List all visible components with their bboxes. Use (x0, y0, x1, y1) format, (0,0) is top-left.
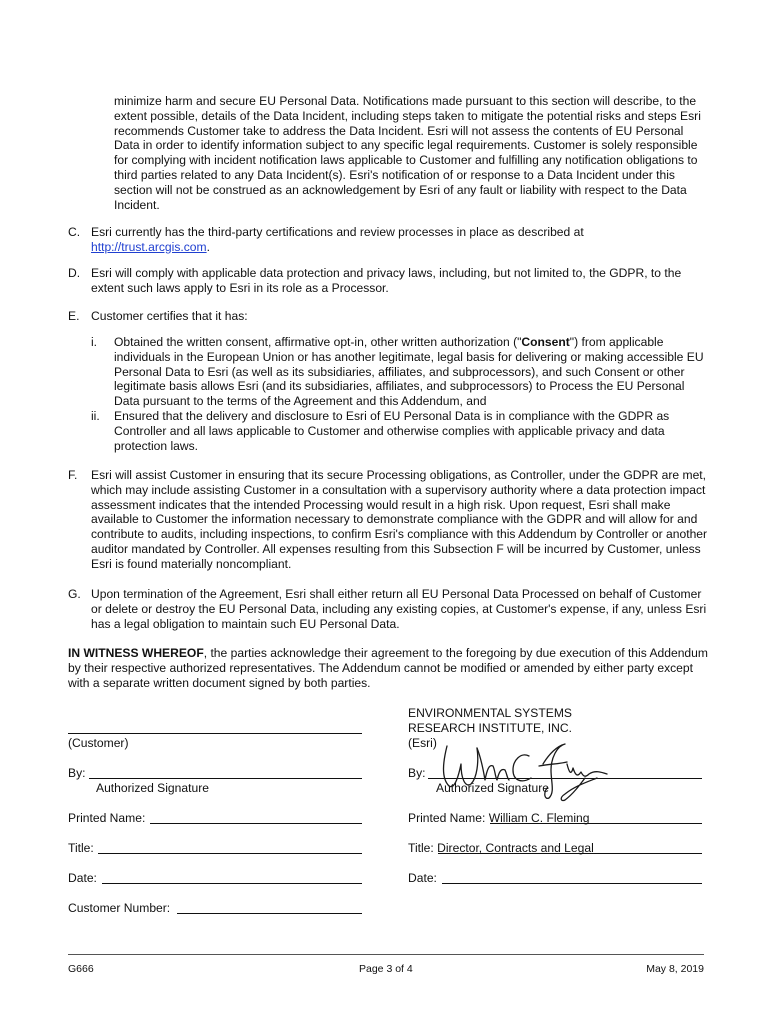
clause-text: Esri will assist Customer in ensuring that its secure Processing obligations, as Controller, under the GDPR are met, which may include assisting Customer in a consultation with a supervisory authority where a data protection impact assessment indicates that the intended Processing would result in a high risk. Upon request, Esri shall make available to Customer the information necessary to demonstrate compliance with the GDPR and will allow for and contribute to audits, including inspections, to confirm Esri's compliance with this Addendum by Controller or another auditor mandated by Controller. All expenses resulting from this Subsection F will be incurred by Customer, unless Esri is found materially noncompliant. (91, 468, 708, 571)
customer-printed-label: Printed Name: (68, 811, 146, 825)
customer-by-label: By: (68, 766, 86, 780)
clause-c: C. Esri currently has the third-party certifications and review processes in place as described at http://trust.arcgis.com. (68, 225, 584, 254)
witness-paragraph: IN WITNESS WHEREOF, the parties acknowledge their agreement to the foregoing by due execution of this Addendum by their respective authorized representatives. The Addendum cannot be modified or amended by either party except with a separate written document signed by both parties. (68, 646, 708, 690)
clause-text: Customer certifies that it has: (91, 309, 248, 323)
witness-heading: IN WITNESS WHEREOF (68, 646, 204, 660)
customer-number-label: Customer Number: (68, 901, 171, 915)
esri-by-label: By: (408, 766, 426, 780)
esri-title-line (438, 853, 702, 854)
continued-paragraph: minimize harm and secure EU Personal Data. Notifications made pursuant to this section will describe, to the extent possible, details of the Data Incident, including steps taken to mitigate the potential risks and steps Esri recommends Customer take to address the Data Incident. Esri will not assess the contents of EU Personal Data in order to identify information subject to any specific legal requirements. Customer is solely responsible for complying with incident notification laws applicable to Customer and fulfilling any notification obligations to third parties related to any Data Incident(s). Esri's notification of or response to a Data Incident under this section will not be construed as an acknowledgement by Esri of any fault or liability with respect to the Data Incident. (114, 94, 701, 212)
footer-date: May 8, 2019 (646, 963, 704, 975)
esri-party-label: (Esri) (408, 736, 437, 750)
consent-term: Consent (521, 335, 570, 349)
footer-page-number: Page 3 of 4 (359, 963, 413, 975)
customer-date-label: Date: (68, 871, 97, 885)
clause-g: G. Upon termination of the Agreement, Esri shall either return all EU Personal Data Processed on behalf of Customer or delete or destroy the EU Personal Data, including any existing copies, at Customer's expense, if any, unless Esri has a legal obligation to maintain such EU Personal Data. (68, 587, 707, 631)
handwritten-signature-image (425, 734, 615, 806)
customer-signature-line[interactable] (89, 778, 362, 779)
customer-name-line[interactable] (68, 733, 362, 734)
customer-title-label: Title: (68, 841, 94, 855)
subclause-i: i. Obtained the written consent, affirmative opt-in, other written authorization ("Consent") from applicable individuals in the European Union or has another legitimate, legal basis for delivering or making accessible EU Personal Data to Esri (as well as its subsidiaries, affiliates, and subprocessors), and such Consent or other legitimate basis allows Esri (and its subsidiaries, affiliates, and subprocessors) to Process the EU Personal Data pursuant to the terms of the Agreement and this Addendum, and (91, 335, 709, 409)
esri-printed-name: William C. Fleming (488, 811, 590, 825)
customer-printed-line[interactable] (150, 823, 362, 824)
subclause-text: Obtained the written consent, affirmative opt-in, other written authorization ("Consent") from applicable individuals in the European Union or has another legitimate, legal basis for delivering or making accessible EU Personal Data to Esri (as well as its subsidiaries, affiliates, and subprocessors), and such Consent or other legitimate basis allows Esri (and its subsidiaries, affiliates, and subprocessors) to Process the EU Personal Data pursuant to the terms of the Agreement and this Addendum, and (114, 335, 704, 409)
esri-title-label: Title: Director, Contracts and Legal (408, 841, 594, 855)
esri-printed-line (490, 823, 702, 824)
esri-date-line[interactable] (442, 883, 702, 884)
subclause-text: Ensured that the delivery and disclosure to Esri of EU Personal Data is in compliance with the GDPR as Controller and all laws applicable to Customer and otherwise complies with applicable privacy and data protection laws. (114, 409, 670, 453)
customer-date-line[interactable] (102, 883, 362, 884)
trust-link[interactable]: http://trust.arcgis.com (91, 239, 207, 254)
clause-letter: C. (68, 225, 81, 239)
footer-doc-code: G666 (68, 963, 94, 975)
clause-d: D. Esri will comply with applicable data protection and privacy laws, including, but not limited to, the GDPR, to the extent such laws apply to Esri in its role as a Processor. (68, 266, 708, 296)
clause-e: E. Customer certifies that it has: (68, 309, 708, 324)
subclause-ii: ii. Ensured that the delivery and disclosure to Esri of EU Personal Data is in compliance with the GDPR as Controller and all laws applicable to Customer and otherwise complies with applicable privacy and data protection laws. (91, 409, 709, 453)
footer-rule (68, 954, 704, 955)
customer-party-label: (Customer) (68, 736, 129, 750)
esri-date-label: Date: (408, 871, 437, 885)
esri-company-line2: RESEARCH INSTITUTE, INC. (408, 721, 572, 735)
clause-text: Esri currently has the third-party certifications and review processes in place as described at (91, 225, 584, 239)
esri-auth-label: Authorized Signature (436, 781, 549, 795)
customer-number-line[interactable] (177, 913, 362, 914)
clause-text: Esri will comply with applicable data protection and privacy laws, including, but not limited to, the GDPR, to the extent such laws apply to Esri in its role as a Processor. (91, 266, 682, 295)
esri-printed-label: Printed Name: William C. Fleming (408, 811, 590, 825)
esri-company-line1: ENVIRONMENTAL SYSTEMS (408, 706, 572, 720)
clause-text: Upon termination of the Agreement, Esri shall either return all EU Personal Data Processed on behalf of Customer or delete or destroy the EU Personal Data, including any existing copies, at Customer's expense, if any, unless Esri has a legal obligation to maintain such EU Personal Data. (91, 587, 707, 631)
esri-title-value: Director, Contracts and Legal (437, 841, 594, 855)
customer-auth-label: Authorized Signature (96, 781, 209, 795)
clause-f: F. Esri will assist Customer in ensuring that its secure Processing obligations, as Controller, under the GDPR are met, which may include assisting Customer in a consultation with a supervisory authority where a data protection impact assessment indicates that the intended Processing would result in a high risk. Upon request, Esri shall make available to Customer the information necessary to demonstrate compliance with the GDPR and will allow for and contribute to audits, including inspections, to confirm Esri's compliance with this Addendum by Controller or another auditor mandated by Controller. All expenses resulting from this Subsection F will be incurred by Customer, unless Esri is found materially noncompliant. (68, 468, 708, 571)
customer-title-line[interactable] (98, 853, 362, 854)
